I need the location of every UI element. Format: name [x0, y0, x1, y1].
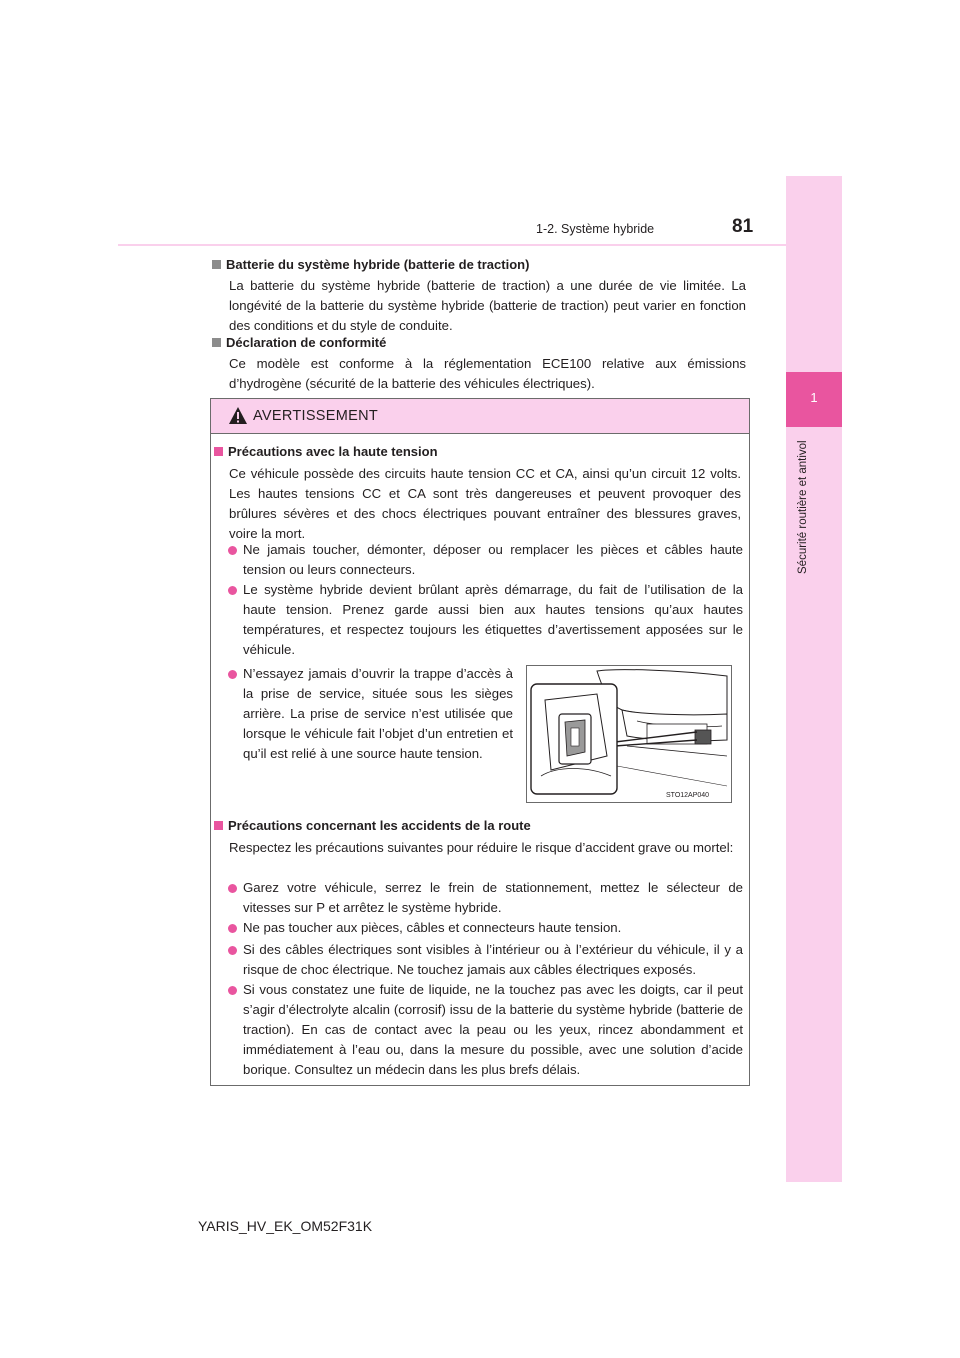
- warning-title: AVERTISSEMENT: [253, 408, 379, 424]
- hv-bullet-3: N’essayez jamais d’ouvrir la trappe d’accès à la prise de service, située sous les sièges arrière. La prise de service n’est utilisée que lorsque le véhicule fait l’objet d’un entretien et qu’il est relié à une source haute tension.: [243, 666, 513, 761]
- high-voltage-heading: Précautions avec la haute tension: [214, 444, 438, 459]
- square-bullet-icon: [212, 338, 221, 347]
- accident-bullet-3: Si des câbles électriques sont visibles à l’intérieur ou à l’extérieur du véhicule, il y a risque de choc électrique. Ne touchez jamais aux câbles électriques exposés.: [243, 942, 743, 977]
- warning-header: [211, 399, 749, 434]
- square-bullet-icon: [214, 447, 223, 456]
- page-number: 81: [732, 216, 754, 237]
- bullet-dot-icon: [228, 946, 237, 955]
- accident-bullet-4: Si vous constatez une fuite de liquide, ne la touchez pas avec les doigts, car il peut s’agir d’électrolyte alcalin (corrosif) issu de la batterie du système hybride (batterie de traction). En cas de contact avec la peau ou les yeux, rincez abondamment et immédiatement à l’eau ou, dans la mesure du possible, avec une solution d’acide borique. Consultez un médecin dans les plus brefs délais.: [243, 982, 743, 1077]
- accident-bullet-2: Ne pas toucher aux pièces, câbles et connecteurs haute tension.: [243, 920, 622, 935]
- service-plug-illustration: [526, 665, 732, 803]
- header-rule: [118, 244, 842, 246]
- chapter-side-tab: [786, 176, 842, 1182]
- high-voltage-text: Ce véhicule possède des circuits haute tension CC et CA, ainsi qu’un circuit 12 volts. Les hautes tensions CC et CA sont très dangereuses et peuvent provoquer des brûlures sévères et des chocs électriques pouvant entraîner des blessures graves, voire la mort.: [229, 466, 741, 541]
- bullet-dot-icon: [228, 670, 237, 679]
- chapter-label: Sécurité routière et antivol: [797, 440, 809, 574]
- section-title: 1-2. Système hybride: [536, 222, 655, 236]
- hv-bullet-1: Ne jamais toucher, démonter, déposer ou remplacer les pièces et câbles haute tension ou leurs connecteurs.: [243, 542, 743, 577]
- accident-bullet-1: Garez votre véhicule, serrez le frein de stationnement, mettez le sélecteur de vitesses sur P et arrêtez le système hybride.: [243, 880, 743, 915]
- battery-heading: Batterie du système hybride (batterie de traction): [212, 257, 529, 272]
- document-code: YARIS_HV_EK_OM52F31K: [198, 1218, 373, 1234]
- conformity-heading: Déclaration de conformité: [212, 335, 386, 350]
- rear-seat-illustration: [527, 666, 731, 802]
- bullet-dot-icon: [228, 586, 237, 595]
- bullet-dot-icon: [228, 546, 237, 555]
- accident-text: Respectez les précautions suivantes pour réduire le risque d’accident grave ou mortel:: [229, 840, 734, 855]
- conformity-text: Ce modèle est conforme à la réglementation ECE100 relative aux émissions d’hydrogène (sécurité de la batterie des véhicules électriques).: [229, 356, 746, 391]
- bullet-dot-icon: [228, 924, 237, 933]
- square-bullet-icon: [212, 260, 221, 269]
- battery-text: La batterie du système hybride (batterie de traction) a une durée de vie limitée. La longévité de la batterie du système hybride (batterie de traction) peut varier en fonction des conditions et du style de conduite.: [229, 278, 746, 333]
- chapter-number: 1: [810, 390, 818, 405]
- figure-code: STO12AP040: [666, 792, 710, 799]
- hv-bullet-2: Le système hybride devient brûlant après démarrage, du fait de l’utilisation de la haute tension. Prenez garde aussi bien aux hautes tensions qu’aux hautes températures, et respectez toujours les étiquettes d’avertissement apposées sur le véhicule.: [243, 582, 743, 657]
- bullet-dot-icon: [228, 884, 237, 893]
- bullet-dot-icon: [228, 986, 237, 995]
- square-bullet-icon: [214, 821, 223, 830]
- warning-triangle-icon: [228, 406, 248, 425]
- accident-heading: Précautions concernant les accidents de la route: [214, 818, 531, 833]
